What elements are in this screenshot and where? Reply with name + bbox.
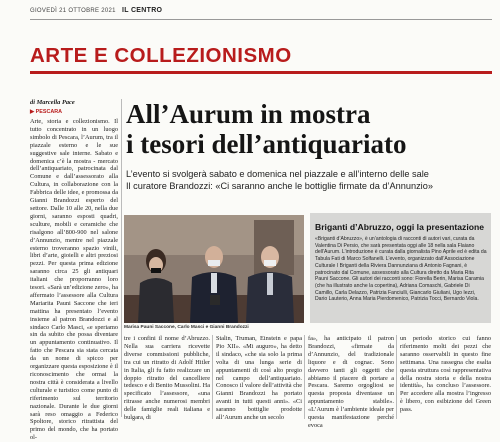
headline-line-1: All’Aurum in mostra <box>126 99 371 129</box>
column-divider <box>121 99 122 417</box>
article-column-5: un periodo storico cui fanno riferimento molti dei pezzi che saranno osservabili in questo fine settimana. Una rassegna che esalta questa struttura così rappresentativa della nostra storia e della nostra identità», ha concluso l’assessore. Per accedere alla mostra l’ingresso è libero, con esibizione del Green pass. <box>400 335 491 414</box>
section-title: ARTE E COLLEZIONISMO <box>30 44 292 67</box>
issue-date: GIOVEDÌ 21 OTTOBRE 2021 <box>30 8 116 14</box>
byline: di Marcella Pace <box>30 99 75 106</box>
sidebar-title: Briganti d’Abruzzo, oggi la presentazione <box>315 222 485 232</box>
standfirst <box>126 168 486 192</box>
header-rule <box>30 19 492 20</box>
section-rule <box>30 71 492 74</box>
page-header <box>30 5 490 19</box>
press-conference-photo <box>124 215 304 323</box>
newspaper-name: IL CENTRO <box>122 7 163 14</box>
headline-line-2: i tesori dell’antiquariato <box>126 129 407 159</box>
article-column-4: fa», ha anticipato il patron Brandozzi, «firmate da d’Annunzio, del tradizionale liquore e di cognac. Sono davvero tanti gli oggetti che abbiamo il piacere di portare a Pescara. Saremo orgogliosi se questa proposta diventasse un appuntamento stabile». «L’Aurum è l’ambiente ideale per questa manifestazione perché evoca <box>308 335 394 429</box>
sidebar-text: «Briganti d’Abruzzo», è un’antologia di racconti di autori vari, curata da Valentina Di Persio, che sarà presentata oggi alle 18 nella sala Flaiano dell’Aurum. L’introduzione è curata dalla giornalista Pino Aprile ed è edita da Tabula Fati di Marco Solfanelli. L’evento, organizzato dall’Associazione Culturale I Briganti della Riviera Dannunziana di Antonio Fagnani, è patrocinato dal Comune, assessorato alla Cultura diretto da Maria Rita Pauni Saccone. Gli autori dei racconti sono: Fiorella Berin, Marisa Caramia (che ha illustrato anche la copertina), Adriana Comaschi, Gabriele Di Camillo, Carla Delazzo, Patrizia Fanciulli, Giancarlo Giuliani, Ugo Iezzi, Dario Lauterio, Anna Maria Pierdomenico, Patrizia Tocci, Bernardo Viola. <box>315 236 487 303</box>
city-name: PESCARA <box>35 109 63 115</box>
article-column-1: Arte, storia e collezionismo. Il tutto concentrato in un luogo simbolo di Pescara, l’Aurum, tra il piazzale esterno e le sue suggestive sale interne. Sabato e domenica c’è la mostra - mercato dell’antiquariato, patrocinata dal Comune e dall’assessorato alla Cultura, in collaborazione con la Fabbrica delle idee, e promossa da Gianni Brandozzi esperto del settore. Dalle 10 alle 20, nella due giorni, saranno esposti quadri, sculture, mobili e ceramiche che risalgono all’800-900 nel salone d’Annunzio, mentre nel piazzale esterno troveranno spazio vinili, libri d’arte, gioielli e altri preziosi pezzi. Per questa prima edizione saranno circa 25 gli antiquari italiani che proporranno loro tesori. «Sarà un’edizione zero», ha affermato l’assessore alla Cultura Mariarita Pauni Saccone che ieri mattina ha presentato l’evento insieme al patron Brandozzi e al sindaco Carlo Masci, «e speriamo sin da subito che possa diventare un appuntamento continuativo. Il fatto che Pescara sia stata cercata da un nome di spicco per organizzare questa esposizione è il riconoscimento che ormai la nostra città è considerata a livello culturale e turistico come punto di riferimento sul territorio nazionale. Durante le due giorni sarà reso omaggio a Federico Spoltore, storico ritrattista del primo del mondo, che ha portato ol- <box>30 118 118 442</box>
article-column-3: Stalin, Truman, Einstein e papa Pio XII». «Mi auguro», ha detto il sindaco, «che sia solo la prima volta di una lunga serie di appuntamenti di così alto pregio nel campo dell’antiquariato. Conosco il valore dell’attività che Gianni Brandozzi ha portato avanti in tutti questi anni». «Ci saranno bottiglie prodotte all’Aurum anche un secolo <box>216 335 302 422</box>
article-column-2: tre i confini il nome d’Abruzzo. Nella sua carriera ricevette diverse commissioni pubbliche, tra cui un ritratto di Adolf Hitler in Italia, gli fu fatto realizzare un doppio ritratto del cancelliere tedesco e di Benito Mussolini. Ha specificato l’assessore, «una ritrasse anche numerosi membri delle famiglie reali italiana e bulgara, di <box>124 335 210 422</box>
article-photo <box>124 215 304 323</box>
column-divider <box>304 335 305 419</box>
headline <box>126 99 486 159</box>
dateline-city: ▶ PESCARA <box>30 109 63 115</box>
photo-caption: Marisa Pauni Saccone, Carlo Masci e Gianni Brandozzi <box>124 325 249 330</box>
column-divider <box>396 335 397 419</box>
column-divider <box>212 335 213 419</box>
standfirst-line-2: Il curatore Brandozzi: «Ci saranno anche le bottiglie firmate da d’Annunzio» <box>126 181 433 191</box>
standfirst-line-1: L’evento si svolgerà sabato e domenica nel piazzale e all’interno delle sale <box>126 169 429 179</box>
